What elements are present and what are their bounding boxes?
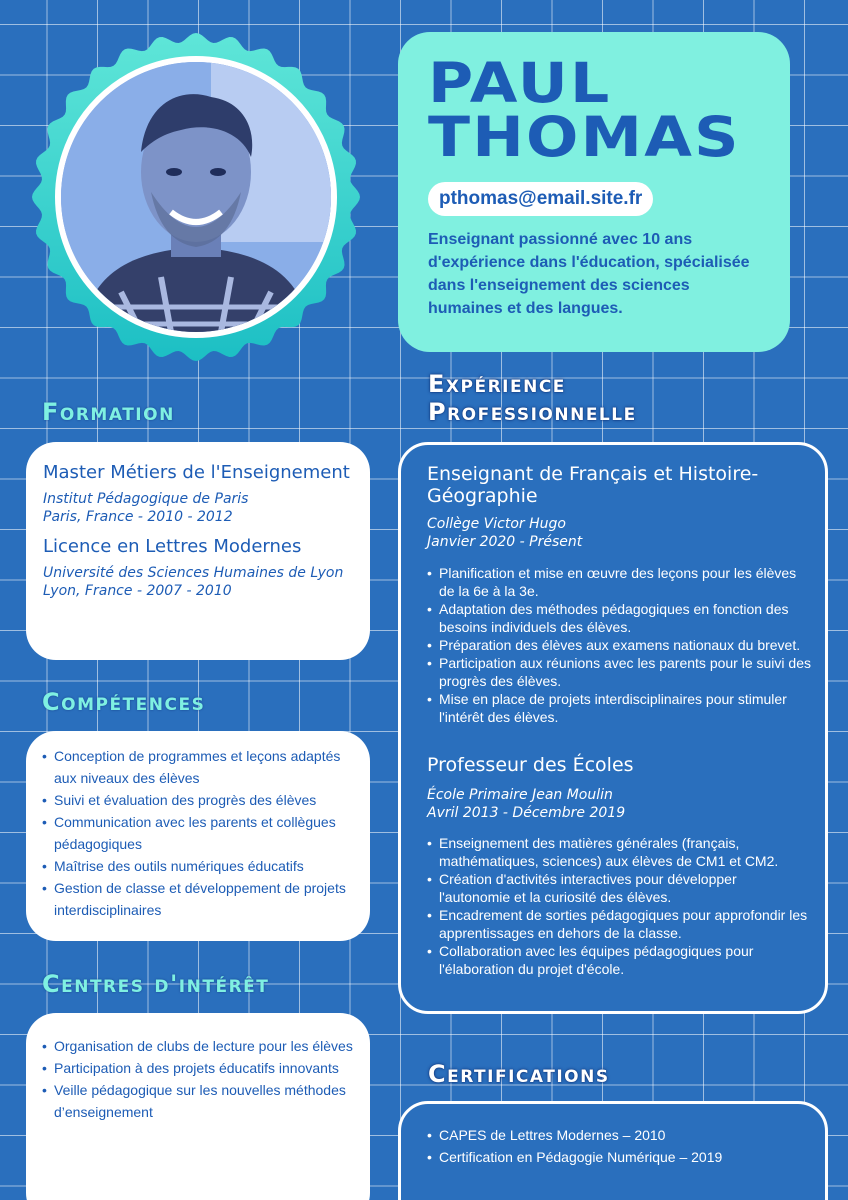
certifications-card — [398, 1101, 828, 1200]
interets-card — [26, 1013, 370, 1200]
list-item: • Maîtrise des outils numériques éducatifs — [42, 855, 354, 877]
list-item: • Création d'activités interactives pour développer l'autonomie et la curiosité des élèves. — [427, 870, 811, 906]
degree-title: Master Métiers de l'Enseignement — [43, 462, 350, 483]
profile-photo — [55, 56, 337, 338]
list-item: • Suivi et évaluation des progrès des élèves — [42, 789, 354, 811]
competences-card — [26, 731, 370, 941]
list-item: • Veille pédagogique sur les nouvelles méthodes d’enseignement — [42, 1079, 354, 1123]
header-card — [398, 32, 790, 352]
job-employer: École Primaire Jean Moulin — [427, 787, 613, 803]
interets-list — [42, 1035, 354, 1123]
certifications-heading: Certifications — [428, 1060, 610, 1088]
list-item: • Adaptation des méthodes pédagogiques en fonction des besoins individuels des élèves. — [427, 600, 811, 636]
list-item: • CAPES de Lettres Modernes – 2010 — [427, 1124, 811, 1146]
last-name: THOMAS — [428, 105, 741, 169]
degree-title: Licence en Lettres Modernes — [43, 536, 302, 557]
experience-heading-line1: Expérience — [428, 370, 566, 398]
certifications-list — [427, 1124, 811, 1168]
job-entry — [427, 463, 811, 726]
job-dates: Avril 2013 - Décembre 2019 — [427, 805, 626, 821]
degree-school: Université des Sciences Humaines de Lyon — [43, 565, 344, 581]
formation-heading: Formation — [42, 398, 175, 426]
interets-heading: Centres d'intérêt — [42, 970, 270, 998]
list-item: • Enseignement des matières générales (français, mathématiques, sciences) aux élèves de CM1 et CM2. — [427, 834, 811, 870]
job-employer: Collège Victor Hugo — [427, 516, 566, 532]
experience-card — [398, 442, 828, 1014]
job-title: Professeur des Écoles — [427, 754, 634, 776]
formation-item — [43, 462, 354, 526]
experience-heading — [428, 370, 637, 426]
competences-list — [42, 745, 354, 921]
job-entry — [427, 754, 811, 978]
list-item: • Encadrement de sorties pédagogiques pour approfondir les apprentissages en dehors de la classe. — [427, 906, 811, 942]
email-link[interactable]: pthomas@email.site.fr — [428, 182, 653, 216]
degree-place-dates: Lyon, France - 2007 - 2010 — [43, 583, 232, 599]
list-item: • Participation à des projets éducatifs innovants — [42, 1057, 354, 1079]
formation-item — [43, 536, 354, 600]
list-item: • Collaboration avec les équipes pédagogiques pour l'élaboration du projet d'école. — [427, 942, 811, 978]
first-name: PAUL — [428, 51, 612, 115]
degree-place-dates: Paris, France - 2010 - 2012 — [43, 509, 233, 525]
list-item: • Planification et mise en œuvre des leçons pour les élèves de la 6e à la 3e. — [427, 564, 811, 600]
list-item: • Conception de programmes et leçons adaptés aux niveaux des élèves — [42, 745, 354, 789]
job-tasks — [427, 564, 811, 726]
list-item: • Participation aux réunions avec les parents pour le suivi des progrès des élèves. — [427, 654, 811, 690]
degree-school: Institut Pédagogique de Paris — [43, 491, 249, 507]
profile-summary: Enseignant passionné avec 10 ans d'expérience dans l'éducation, spécialisée dans l'enseignement des sciences humaines et des langues. — [428, 231, 750, 317]
experience-heading-line2: Professionnelle — [428, 398, 637, 426]
list-item: • Communication avec les parents et collègues pédagogiques — [42, 811, 354, 855]
job-title: Enseignant de Français et Histoire-Géographie — [427, 463, 759, 507]
list-item: • Certification en Pédagogie Numérique – 2019 — [427, 1146, 811, 1168]
person-photo-icon — [61, 62, 331, 332]
formation-card — [26, 442, 370, 660]
job-dates: Janvier 2020 - Présent — [427, 534, 583, 550]
list-item: • Préparation des élèves aux examens nationaux du brevet. — [427, 636, 811, 654]
list-item: • Mise en place de projets interdisciplinaires pour stimuler l'intérêt des élèves. — [427, 690, 811, 726]
job-tasks — [427, 834, 811, 978]
competences-heading: Compétences — [42, 688, 206, 716]
list-item: • Organisation de clubs de lecture pour les élèves — [42, 1035, 354, 1057]
list-item: • Gestion de classe et développement de projets interdisciplinaires — [42, 877, 354, 921]
